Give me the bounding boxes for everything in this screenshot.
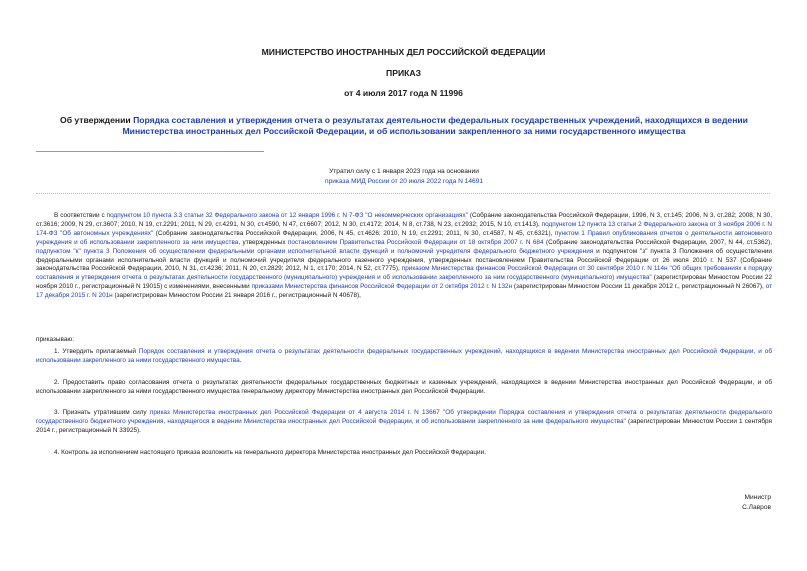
preamble-link[interactable]: от 17 декабря 2015 г. N 201н [36,283,772,300]
title-prefix: Об утверждении [60,115,134,125]
preamble-link[interactable]: приказом Министерства финансов Российской Федерации от 30 сентября 2010 г. N 114н "Об общих требованиях к порядку составления и утверждения отчета о результатах деятельности государственного (муниципального) учреждения и об использовании закрепленного за ним государственного (муниципального) имущества" [36,265,772,282]
item-2: 2. Предоставить право согласования отчета о результатах деятельности федеральных государственных бюджетных и казенных учреждений, находящихся в ведении Министерства иностранных дел Российской Федерации, и об использовании закрепленного за ними государственного имущества генеральному директору Министерства иностранных дел Российской Федерации. [36,379,772,395]
item-text: 3. Признать утратившим силу [54,409,150,416]
item-1-link[interactable]: Порядок составления и утверждения отчета о результатах деятельности федеральных государственных учреждений, находящихся в ведении Министерства иностранных дел Российской Федерации, и об использовании закрепленного за ними государственного имущества [36,348,772,364]
doc-type-heading: ПРИКАЗ [386,68,421,78]
preamble-text: (Собрание законодательства Российской Федерации, 2007, N 44, ст.5362), [543,238,773,246]
item-text: . [239,356,242,364]
prikazyvayu-label: приказываю: [36,336,74,343]
date-number-heading: от 4 июля 2017 года N 11996 [344,88,463,98]
preamble-link[interactable]: приказами Министерства финансов Российской Федерации от 2 октября 2012 г. N 132н [251,283,513,291]
title-link[interactable]: Порядка составления и утверждения отчета о результатах деятельности федеральных государственных учреждений, находящихся в ведении Министерства иностранных дел Российской Федерации, и об использовании закрепленного за ними государственного имущества [122,115,748,136]
signature-name: С.Лавров [742,503,771,511]
preamble-link[interactable]: подпунктом 10 пункта 3.3 статьи 32 Федерального закона от 12 января 1996 г. N 7-ФЗ "О некоммерческих организациях" [106,212,468,219]
preamble-link[interactable]: постановлением Правительства Российской Федерации от 18 октября 2007 г. N 684 [287,238,544,246]
status-note [36,167,772,187]
preamble-text: и подпунктом "з" пункта 3 Положения об осуществлении федеральными органами исполнительной власти функций и полномочий учредителя федерального казенного учреждения, утвержденных постановлением Правительства Российской Федерации от 26 июля 2010 г. N 537 (Собрание законодательства Российской Федерации, 2010, N 31, ст.4236; 2011, N 20, ст.2829; 2012, N 1, ст.170; 2014, N 52, ст.7775), [36,247,772,273]
status-divider [36,193,770,194]
item-1 [36,348,772,366]
item-3 [36,409,772,436]
status-line: Утратил силу с 1 января 2023 года на основании [329,168,479,175]
document-title [36,115,772,137]
status-link[interactable]: приказа МИД России от 20 июля 2022 года N 14691 [325,178,483,185]
item-4: 4. Контроль за исполнением настоящего приказа возложить на генерального директора Министерства иностранных дел Российской Федерации. [54,449,486,456]
preamble-paragraph [36,212,772,301]
preamble-link[interactable]: подпунктом 12 пункта 13 статьи 2 Федерального закона от 3 ноября 2006 г. N 174-ФЗ "Об автономных учреждениях" [36,220,772,237]
item-3-link[interactable]: приказ Министерства иностранных дел Российской Федерации от 4 августа 2014 г. N 13667 "Об утверждении Порядка составления и утверждения отчета о результатах деятельности федерального государственного бюджетного учреждения, находящегося в ведении Министерства иностранных дел Российской Федерации, и об использовании закрепленного за ним федерального имущества" [36,409,772,425]
preamble-link[interactable]: пунктом 1 Правил опубликования отчетов о деятельности автономного учреждения и об использовании закрепленного за ним имущества [36,229,773,246]
preamble-text: , утвержденных [238,238,288,246]
preamble-text: В соответствии с [54,212,107,219]
title-divider [36,151,264,152]
signature-block [742,493,771,512]
preamble-link[interactable]: подпунктом "к" пункта 3 Положения об осуществлении федеральными органами исполнительной власти функций и полномочий учредителя федерального бюджетного учреждения [36,247,594,255]
signature-position: Министр [744,494,771,501]
preamble-text: (зарегистрирован Минюстом России 11 декабря 2012 г., регистрационный N 26067), [512,283,766,291]
preamble-text: (Собрание законодательства Российской Федерации, 1996, N 3, ст.145; 2006, N 3, ст.282; 2008, N 30, ст.3616; 2009, N 29, ст.3607; 2010, N 19, ст.2291; 2011, N 29, ст.4291, N 30, ст.4590, N 47, ст.6607; 2012, N 30, ст.4172; 2014, N 8, ст.738, N 23, ст.2932; 2015, N 10, ст.1413), [36,212,772,228]
preamble-text: (Собрание законодательства Российской Федерации, 2006, N 45, ст.4626; 2010, N 19, ст.2291; 2011, N 30, ст.4587, N 45, ст.6321), [153,229,555,237]
ministry-heading: МИНИСТЕРСТВО ИНОСТРАННЫХ ДЕЛ РОССИЙСКОЙ ФЕДЕРАЦИИ [261,47,546,57]
preamble-text: (зарегистрирован Минюстом России 21 января 2016 г., регистрационный N 40678), [112,292,361,300]
preamble-text: (зарегистрирован Минюстом России 22 ноября 2010 г., регистрационный N 19015) с изменениями, внесенными [36,274,772,291]
item-text: (зарегистрирован Минюстом России 1 сентября 2014 г., регистрационный N 33925). [36,417,772,434]
item-text: 1. Утвердить прилагаемый [54,348,139,355]
